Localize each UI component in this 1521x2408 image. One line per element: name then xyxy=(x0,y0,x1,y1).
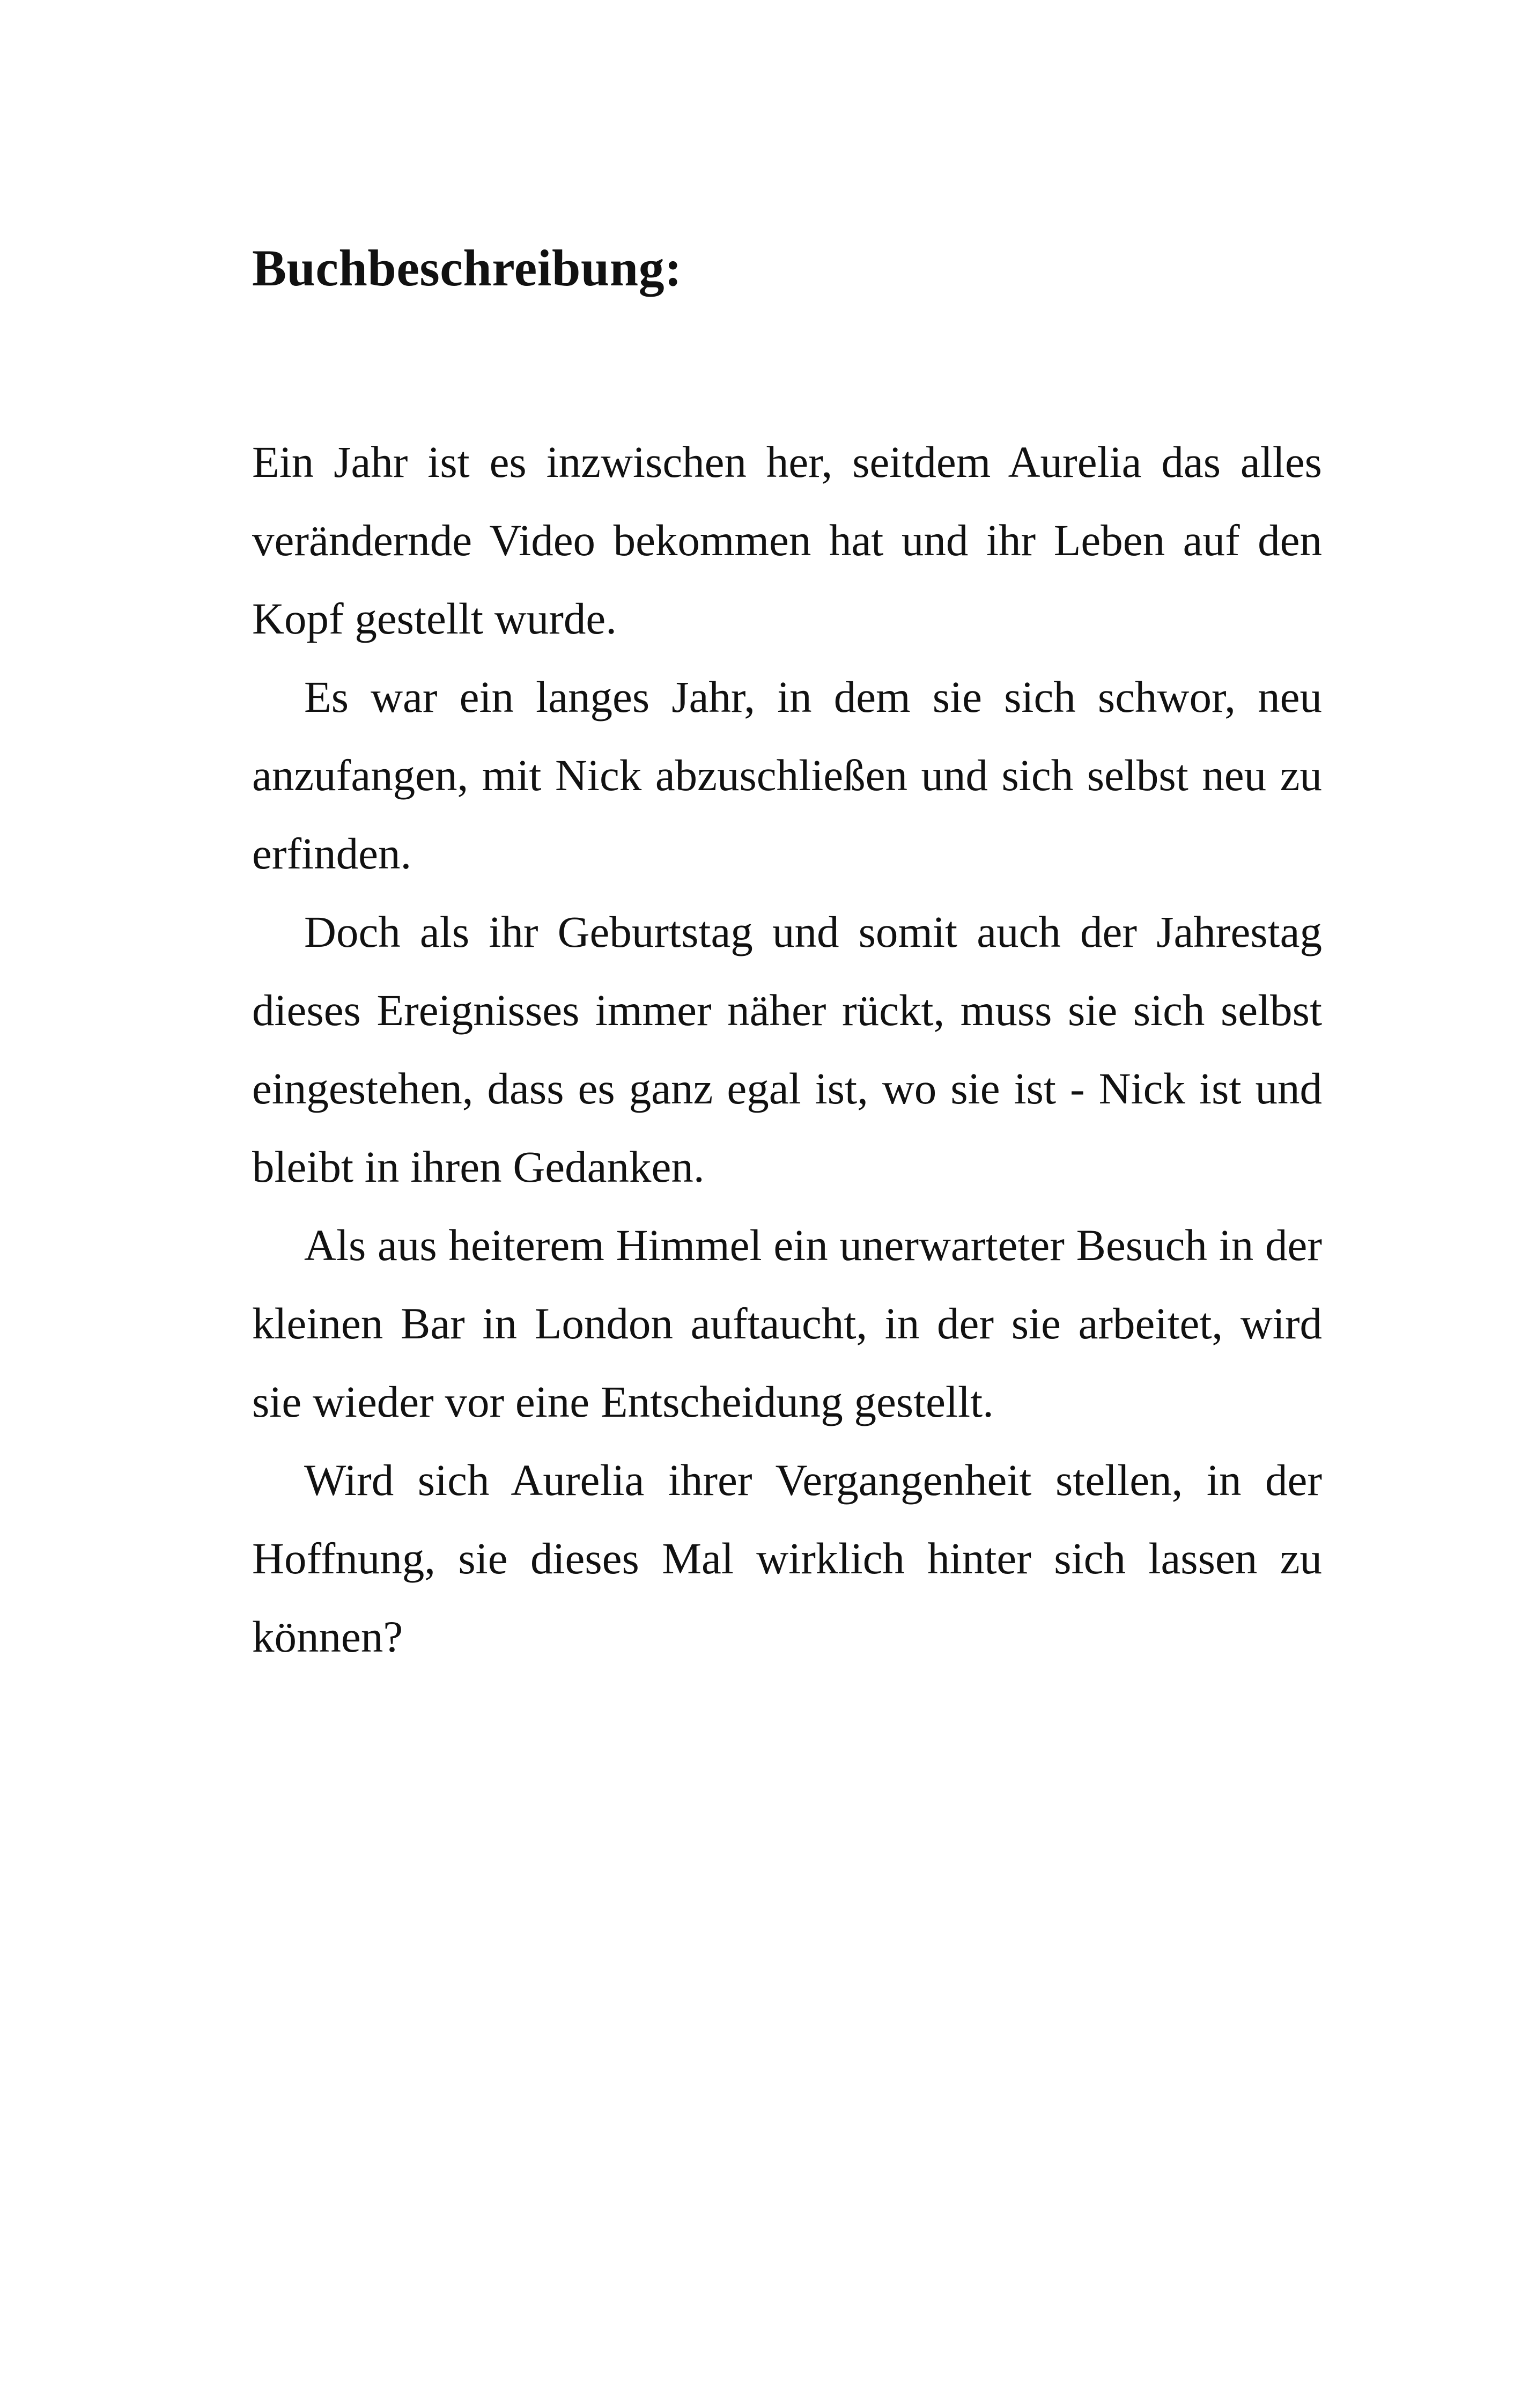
paragraph-1: Ein Jahr ist es inzwischen her, seitdem Aurelia das alles verändernde Video bekommen hat und ihr Leben auf den Kopf gestellt wurde. xyxy=(252,437,1322,643)
paragraph-4: Als aus heiterem Himmel ein unerwarteter Besuch in der kleinen Bar in London auftaucht, in der sie arbeitet, wird sie wieder vor eine Entscheidung gestellt. xyxy=(252,1220,1322,1426)
section-heading: Buchbeschreibung: xyxy=(252,239,682,297)
paragraph-5: Wird sich Aurelia ihrer Vergangenheit stellen, in der Hoffnung, sie dieses Mal wirklich hinter sich lassen zu können? xyxy=(252,1455,1322,1661)
paragraph-2: Es war ein langes Jahr, in dem sie sich schwor, neu anzufangen, mit Nick abzuschließen und sich selbst neu zu erfinden. xyxy=(252,672,1322,878)
paragraph-3: Doch als ihr Geburtstag und somit auch der Jahrestag dieses Ereignisses immer näher rückt, muss sie sich selbst eingestehen, dass es ganz egal ist, wo sie ist - Nick ist und bleibt in ihren Gedanken. xyxy=(252,907,1322,1191)
book-description xyxy=(252,236,1322,1676)
description-body xyxy=(252,423,1322,1676)
